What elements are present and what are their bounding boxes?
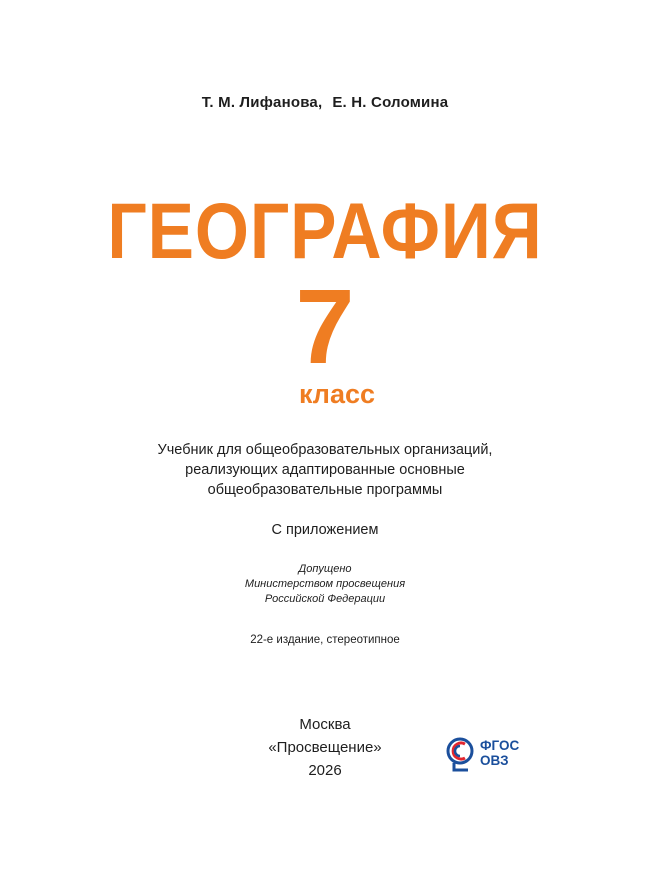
fgos-logo-icon — [446, 734, 476, 772]
publisher-name: «Просвещение» — [268, 739, 382, 756]
fgos-ovz-logo — [446, 731, 536, 775]
description-line-3: общеобразовательные программы — [207, 482, 443, 498]
edition-note: 22-е издание, стереотипное — [250, 634, 400, 646]
description-line-2: реализующих адаптированные основные — [185, 462, 465, 478]
imprint — [0, 713, 650, 782]
publisher-city: Москва — [299, 716, 351, 733]
author-1: Т. М. Лифанова, — [201, 94, 323, 111]
grade-word: класс — [298, 379, 376, 409]
authors — [0, 94, 650, 111]
publication-year: 2026 — [308, 762, 342, 779]
description-line-1: Учебник для общеобразовательных организаций, — [157, 442, 493, 458]
logo-line-2: ОВЗ — [480, 753, 509, 768]
approval-line-2: Министерством просвещения — [244, 578, 406, 590]
appendix-note: С приложением — [271, 522, 379, 538]
approval-line-3: Российской Федерации — [264, 593, 386, 605]
grade-number: 7 — [295, 268, 355, 386]
logo-line-1: ФГОС — [480, 738, 520, 753]
approval-note — [0, 562, 650, 607]
book-title: ГЕОГРАФИЯ — [107, 186, 543, 275]
book-description — [0, 440, 650, 500]
logo-text — [480, 738, 519, 768]
approval-line-1: Допущено — [298, 563, 352, 575]
author-2: Е. Н. Соломина — [332, 94, 449, 111]
